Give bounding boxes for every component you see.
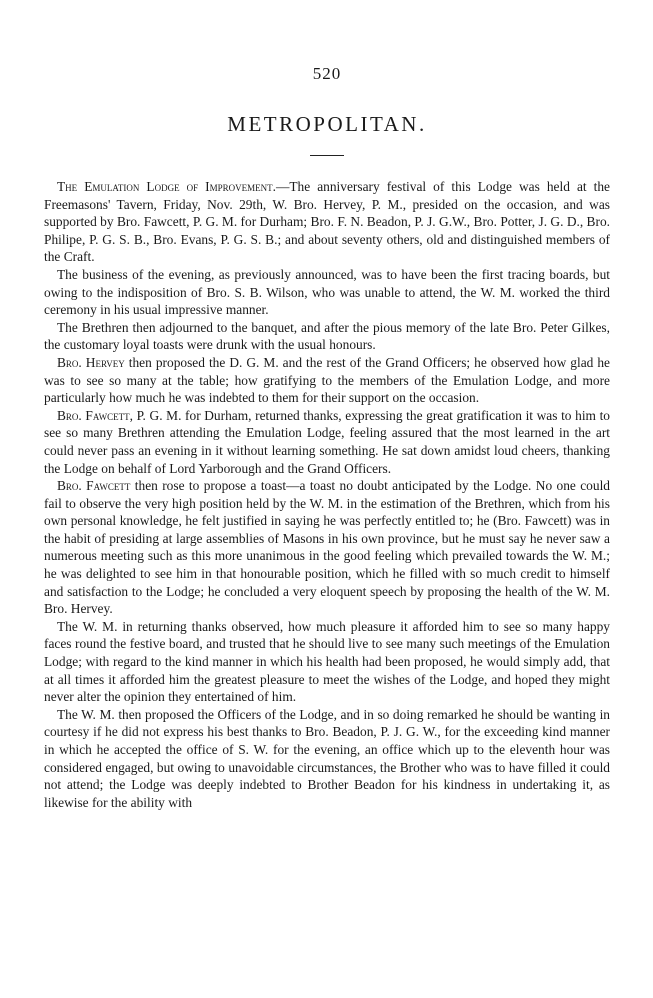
paragraph-text: The W. M. in returning thanks observed, how much pleasure it afforded him to see so many happy faces round the festive board, and trusted that he should live to see many such meetings of the Emulation Lodge; with regard to the kind manner in which his health had been proposed, he would simply add, that at all times it afforded him the greatest pleasure to meet the wishes of the Lodge, and hoped they might never alter the opinion they entertained of him. <box>44 618 610 705</box>
paragraph-text: The W. M. then proposed the Officers of the Lodge, and in so doing remarked he should be wanting in courtesy if he did not express his best thanks to Bro. Beadon, P. J. G. W., for the exceeding kind manner in which he accepted the office of S. W. for the evening, an office which up to the eleventh hour was considered engaged, but owing to unavoidable circumstances, the Brother who was to have filled it could not attend; the Lodge was deeply indebted to Brother Beadon for his kindness in undertaking it, as likewise for the ability with <box>44 706 610 810</box>
title-divider <box>310 155 344 156</box>
paragraph <box>44 178 610 266</box>
page-number: 520 <box>312 64 342 83</box>
paragraph <box>44 706 610 812</box>
paragraph <box>44 266 610 319</box>
paragraph-lead: The Emulation Lodge of Improvement. <box>57 179 276 194</box>
paragraph-text: then proposed the D. G. M. and the rest of the Grand Officers; he observed how glad he was to see so many at the table; how gratifying to the members of the Emulation Lodge, and more particularly how much he was indebted to them for their support on the occasion. <box>44 354 610 406</box>
paragraph <box>44 618 610 706</box>
paragraph-lead: Bro. Hervey <box>57 354 125 370</box>
paragraph-text: , P. G. M. for Durham, returned thanks, expressing the great gratification it was to him to see so many Brethren attending the Emulation Lodge, feeling assured that the most learned in the art could never pass an evening in it without learning something. He sat down amidst loud cheers, thanking the Lodge on behalf of Lord Yarborough and the Grand Officers. <box>44 407 610 476</box>
paragraph <box>44 319 610 354</box>
paragraph-lead: Bro. Fawcett <box>57 407 130 423</box>
document-page <box>44 0 610 811</box>
paragraph-lead: Bro. Fawcett <box>57 478 131 494</box>
paragraph-text: then rose to propose a toast—a toast no doubt anticipated by the Lodge. No one could fail to observe the very high position held by the W. M. in the estimation of the Brethren, which from his own personal knowledge, he felt justified in saying he was perfectly entitled to; he (Bro. Fawcett) was in the habit of presiding at large assemblies of Masons in his own province, but he must say he never saw a numerous meeting such as this more unanimous in the good feeling which prevailed towards the W. M.; he was delighted to see him in that honourable position, which he filled with so much credit to himself and satisfaction to the Lodge; he concluded a very eloquent speech by proposing the health of the W. M. Bro. Hervey. <box>44 478 610 617</box>
paragraph <box>44 477 610 618</box>
article-body <box>44 178 610 811</box>
paragraph-text: —The anniversary festival of this Lodge was held at the Freemasons' Tavern, Friday, Nov. 29th, W. Bro. Hervey, P. M., presided on the occasion, and was supported by Bro. Fawcett, P. G. M. for Durham; Bro. F. N. Beadon, P. J. G.W., Bro. Potter, J. G. D., Bro. Philipe, P. G. S. B., Bro. Evans, P. G. S. B.; and about seventy others, old and distinguished members of the Craft. <box>44 179 610 265</box>
paragraph <box>44 407 610 477</box>
section-title: METROPOLITAN. <box>227 112 427 136</box>
paragraph-text: The Brethren then adjourned to the banquet, and after the pious memory of the late Bro. Peter Gilkes, the customary loyal toasts were drunk with the usual honours. <box>44 319 610 353</box>
paragraph-text: The business of the evening, as previously announced, was to have been the first tracing boards, but owing to the indisposition of Bro. S. B. Wilson, who was unable to attend, the W. M. worked the third ceremony in his usual impressive manner. <box>44 266 610 318</box>
paragraph <box>44 354 610 407</box>
